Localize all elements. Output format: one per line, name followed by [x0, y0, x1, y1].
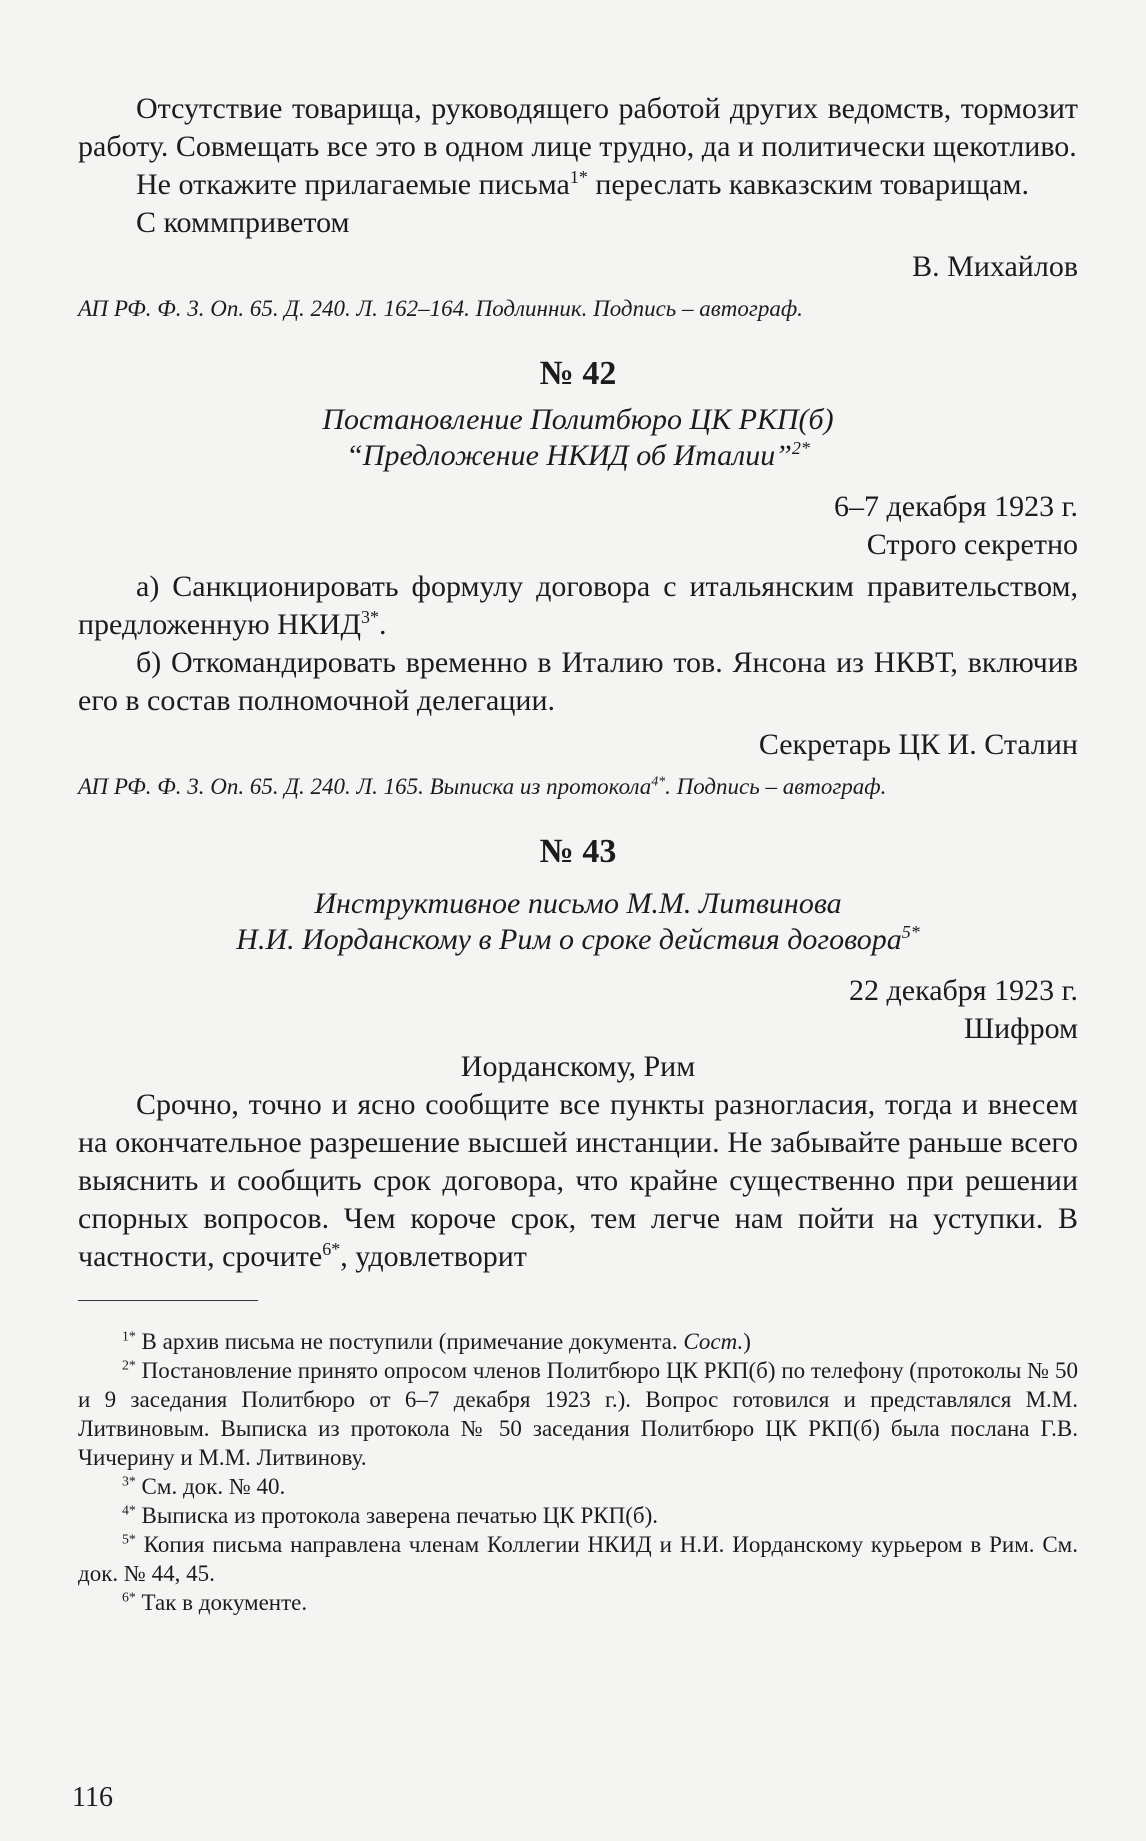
document-title — [78, 922, 1078, 958]
text-run: АП РФ. Ф. 3. Оп. 65. Д. 240. Л. 165. Выписка из протокола — [78, 774, 652, 799]
footnote-ref[interactable]: 2* — [791, 438, 810, 458]
footnote-text: Так в документе. — [135, 1590, 308, 1615]
footnote-text: Выписка из протокола заверена печатью ЦК РКП(б). — [135, 1503, 659, 1528]
footnote-divider — [78, 1300, 258, 1301]
document-date: 6–7 декабря 1923 г. — [834, 490, 1078, 523]
text-run: Срочно, точно и ясно сообщите все пункты разногласия, тогда и внесем на окончательное разрешение высшей инстанции. Не забывайте раньше всего выяснить и сообщить срок договора, что крайне существенно при решении спорных вопросов. Чем короче срок, тем легче нам пойти на уступки. В частности, срочите — [78, 1088, 1078, 1273]
page-content — [78, 90, 1078, 1617]
resolution-item — [78, 568, 1078, 644]
footnote-mark: 3* — [122, 1473, 136, 1489]
footnote-text: Постановление принято опросом членов Политбюро ЦК РКП(б) по телефону (протоколы № 50 и 9 заседания Политбюро от 6–7 декабря 1923 г.). Вопрос готовился и представлялся М.М. Литвиновым. Выписка из протокола № 50 заседания Политбюро ЦК РКП(б) была послана Г.В. Чичерину и М.М. Литвинову. — [78, 1358, 1078, 1470]
text-run: “Предложение НКИД об Италии” — [346, 439, 792, 472]
document-date: 22 декабря 1923 г. — [849, 974, 1078, 1007]
document-title: Постановление Политбюро ЦК РКП(б) — [322, 403, 834, 436]
footnote-ref[interactable]: 5* — [901, 922, 920, 942]
footnotes — [78, 1327, 1078, 1617]
text-run: , удовлетворит — [340, 1240, 527, 1273]
footnote-mark: 6* — [122, 1589, 136, 1605]
text-run: а) Санкционировать формулу договора с итальянским правительством, предложенную НКИД — [78, 570, 1078, 641]
document-number: № 43 — [539, 833, 617, 870]
text-run: Н.И. Иорданскому в Рим о сроке действия договора — [236, 923, 902, 956]
footnote-mark: 4* — [122, 1502, 136, 1518]
footnote — [78, 1501, 1078, 1530]
footnote-text: См. док. № 40. — [135, 1474, 286, 1499]
footnote — [78, 1530, 1078, 1588]
archive-source: АП РФ. Ф. 3. Оп. 65. Д. 240. Л. 162–164. Подлинник. Подпись – автограф. — [78, 296, 803, 321]
letter-paragraph: Отсутствие товарища, руководящего работой других ведомств, тормозит работу. Совмещать все это в одном лице трудно, да и политически щекотливо. — [78, 92, 1078, 163]
document-title — [78, 438, 1078, 474]
footnote — [78, 1472, 1078, 1501]
document-title: Инструктивное письмо М.М. Литвинова — [314, 887, 842, 920]
classification: Строго секретно — [866, 528, 1078, 561]
footnote — [78, 1327, 1078, 1356]
footnote-mark: 1* — [122, 1328, 136, 1344]
footnote-mark: 5* — [122, 1531, 136, 1547]
footnote-text: В архив письма не поступили (примечание документа. — [135, 1329, 684, 1354]
footnote-text: Копия письма направлена членам Коллегии НКИД и Н.И. Иорданскому курьером в Рим. См. док. № 44, 45. — [78, 1532, 1078, 1586]
document-number: № 42 — [539, 355, 617, 392]
footnote-mark: 2* — [122, 1357, 136, 1373]
letter-paragraph — [78, 166, 1078, 204]
page-number: 116 — [72, 1782, 113, 1813]
archive-source — [78, 772, 1078, 802]
text-run: . — [378, 608, 387, 641]
text-run: Не откажите прилагаемые письма — [136, 168, 570, 201]
resolution-item: б) Откомандировать временно в Италию тов. Янсона из НКВТ, включив его в состав полномочной делегации. — [78, 646, 1078, 717]
signature: Секретарь ЦК И. Сталин — [758, 728, 1078, 761]
footnote-ref[interactable]: 6* — [322, 1239, 341, 1259]
letter-paragraph — [78, 1086, 1078, 1276]
text-run: переслать кавказским товарищам. — [587, 168, 1029, 201]
classification: Шифром — [963, 1012, 1078, 1045]
text-run: . Подпись – автограф. — [665, 774, 887, 799]
footnote-ref[interactable]: 4* — [651, 773, 666, 789]
footnote — [78, 1588, 1078, 1617]
closing-greeting: С коммприветом — [136, 206, 350, 239]
footnote-ref[interactable]: 1* — [569, 167, 588, 187]
footnote-ref[interactable]: 3* — [360, 607, 379, 627]
footnote-tail: ) — [743, 1329, 751, 1354]
footnote-italic: Сост. — [683, 1329, 744, 1354]
signature: В. Михайлов — [912, 250, 1078, 283]
footnote — [78, 1356, 1078, 1472]
addressee: Иорданскому, Рим — [460, 1050, 696, 1083]
